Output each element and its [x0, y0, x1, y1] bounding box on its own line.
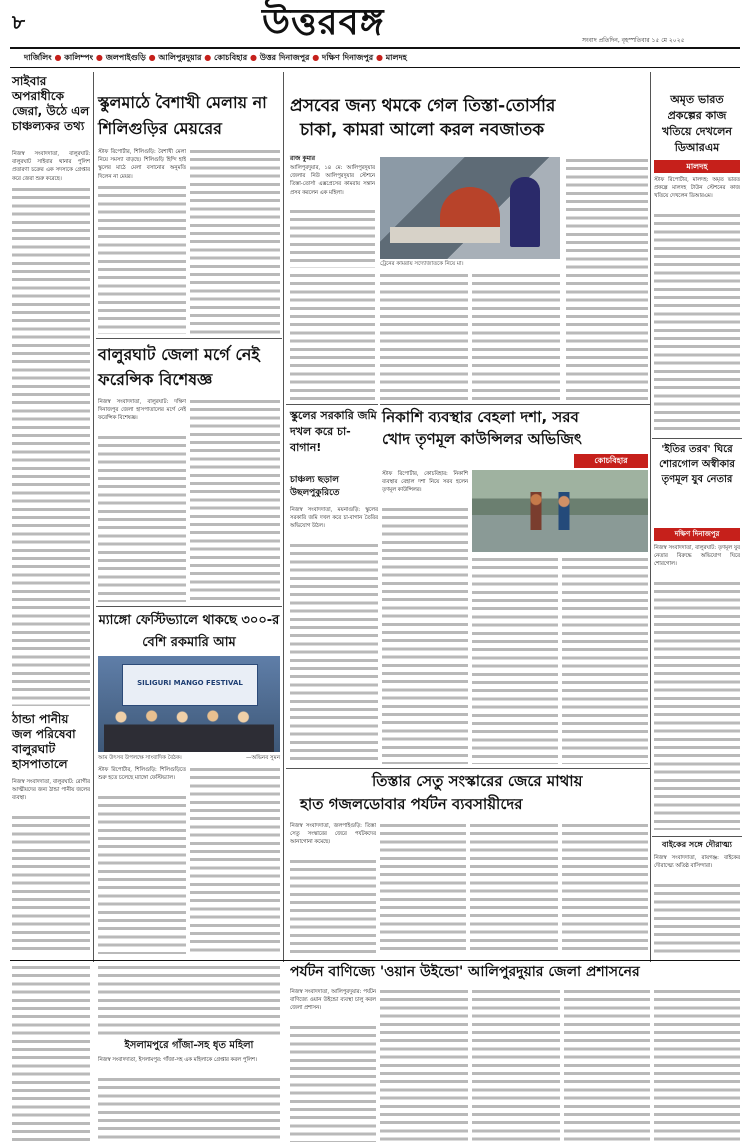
district-alipurduar: আলিপুরদুয়ার — [158, 53, 202, 62]
body-left-bottom — [12, 964, 90, 1142]
festival-banner-text: SILIGURI MANGO FESTIVAL — [137, 679, 243, 687]
lead-amrit: স্টাফ রিপোর্টার, মালদহ: অমৃত ভারত প্রকল্পে মালদহ টাউন স্টেশনের কাজ খতিয়ে দেখলেন ডিআরএম। — [654, 177, 740, 200]
body-teesta-col1 — [290, 858, 376, 954]
lead-mango: স্টাফ রিপোর্টার, শিলিগুড়ি: শিলিগুড়িতে শুরু হতে চলেছে ম্যাঙ্গো ফেস্টিভ্যাল। — [98, 767, 186, 782]
headline-amrit: অমৃত ভারত প্রকল্পের কাজ খতিয়ে দেখলেন ডিআরএম — [661, 93, 732, 154]
district-darjeeling: দার্জিলিং — [24, 53, 52, 62]
lead-tourism: নিজস্ব সংবাদদাতা, আলিপুরদুয়ার: পর্যটন বাণিজ্যে ওয়ান উইন্ডো ব্যবস্থা চালু করল জেলা প্রশাসন। — [290, 989, 376, 1012]
body-mango-col2 — [190, 766, 280, 954]
section-rule — [286, 768, 650, 769]
body-drainage-col2 — [472, 556, 558, 764]
headline-school-land: স্কুলের সরকারি জমি দখল করে চা-বাগান! — [290, 409, 377, 454]
wading-people — [522, 492, 592, 530]
body-cyber — [12, 186, 90, 706]
district-strip: দার্জিলিং ● কালিম্পং ● জলপাইগুড়ি ● আলিপুরদুয়ার ● কোচবিহার ● উত্তর দিনাজপুর ● দক্ষিণ দিনাজপুর ● মালদহ — [24, 53, 407, 62]
section-rule — [286, 404, 378, 405]
district-tag-malda: মালদহ — [654, 160, 740, 173]
lead-school-land: নিজস্ব সংবাদদাতা, ময়নাগুড়ি: স্কুলের সরকারি জমি দখল করে চা-বাগান তৈরির অভিযোগ উঠল। — [290, 507, 378, 530]
body-tourism-col1 — [290, 1024, 376, 1142]
district-malda: মালদহ — [385, 53, 407, 62]
district-coochbehar: কোচবিহার — [214, 53, 248, 62]
body-mango-col1 — [98, 794, 186, 954]
district-uttar-dinajpur: উত্তর দিনাজপুর — [259, 53, 310, 62]
body-drainage-col1 — [382, 506, 468, 764]
mango-photo-credit: —অভিনব সুমন — [246, 755, 280, 761]
body-lead-col3 — [290, 272, 375, 400]
section-rule — [652, 836, 742, 837]
section-rule — [652, 438, 742, 439]
waterlogging-photo — [472, 470, 648, 552]
page-title: উত্তরবঙ্গ — [262, 2, 385, 43]
strip-rule — [10, 67, 740, 68]
lead-drainage: স্টাফ রিপোর্টার, কোচবিহার: নিকাশি ব্যবস্থার বেহাল দশা নিয়ে সরব হলেন তৃণমূল কাউন্সিলর। — [382, 471, 468, 494]
district-kalimpong: কালিম্পং — [64, 53, 94, 62]
body-school-land — [290, 542, 378, 764]
column-divider — [283, 72, 284, 962]
byline-lead: রাজ কুমার — [290, 155, 316, 162]
body-teesta-col4 — [562, 822, 648, 954]
body-forensic-col1 — [98, 434, 186, 602]
body-teesta-col2 — [380, 822, 466, 954]
district-tag-coochbehar: কোচবিহার — [574, 454, 648, 468]
headline-water: ঠান্ডা পানীয় জল পরিষেবা বালুরঘাট হাসপাতালে — [12, 712, 76, 771]
body-lead-col6 — [566, 272, 648, 400]
body-teesta-col3 — [470, 822, 558, 954]
page-number: ৮ — [12, 10, 25, 34]
body-mango-tail — [98, 964, 280, 1036]
headline-lead-line1: প্রসবের জন্য থমকে গেল তিস্তা-তোর্সার — [290, 96, 556, 116]
headline-mango: ম্যাঙ্গো ফেস্টিভ্যালে থাকছে ৩০০-র বেশি রকমারি আম — [98, 613, 280, 650]
headline-teesta-line2: হাত গজলডোবার পর্যটন ব্যবসায়ীদের — [300, 795, 523, 813]
lead-cyber: নিজস্ব সংবাদদাতা, বালুরঘাট: বালুরঘাট সাইবার থানার পুলিশ প্রতারণা চক্রের এক সদস্যকে গ্রেপ্তার করে জেরা শুরু করেছে। — [12, 151, 90, 182]
headline-forensic: বালুরঘাট জেলা মর্গে নেই ফরেন্সিক বিশেষজ্ঞ — [98, 345, 260, 389]
lead-bike: নিজস্ব সংবাদদাতা, রায়গঞ্জ: বাইকের দৌরাত্ম্যে অতিষ্ঠ বাসিন্দারা। — [654, 855, 740, 870]
body-bike — [654, 882, 740, 954]
body-drainage-col3 — [562, 556, 648, 764]
lead-itihar: নিজস্ব সংবাদদাতা, বালুরঘাট: তৃণমূল যুব নেতার বিরুদ্ধে অভিযোগ ঘিরে শোরগোল। — [654, 545, 740, 568]
body-water — [12, 814, 90, 954]
body-itihar — [654, 580, 740, 830]
lead-ganja-first — [290, 772, 370, 792]
festival-banner — [122, 664, 258, 706]
train-birth-photo — [380, 157, 560, 259]
headline-drainage-line2: খোদ তৃণমূল কাউন্সিলর অভিজিৎ — [382, 430, 582, 448]
body-lead-col5 — [472, 272, 560, 400]
headline-teesta-line1: তিস্তার সেতু সংস্কারের জেরে মাথায় — [372, 772, 583, 790]
body-tourism-col5 — [654, 988, 740, 1142]
column-divider — [93, 72, 94, 962]
body-lead-col2 — [566, 157, 648, 269]
headline-itihar: 'ইতির তরব' ঘিরে শোরগোল অস্বীকার তৃণমূল যুব নেতার — [659, 444, 735, 485]
mango-festival-photo — [98, 656, 280, 752]
lead-school: স্টাফ রিপোর্টার, শিলিগুড়ি: বৈশাখী মেলা নিয়ে সমস্যা বাড়ছে। শিলিগুড়ি হিন্দি হাই স্কুলের মাঠে মেলা বসানোর অনুমতি দিলেন না মেয়র। — [98, 149, 186, 180]
subhead-school-land: চাঞ্চল্য ছড়াল উছলপুকুরিতে — [290, 475, 340, 498]
nurse-figure — [510, 177, 540, 247]
mango-photo-caption: আম উৎসব উপলক্ষে সাংবাদিক বৈঠক। — [98, 755, 182, 761]
district-tag-dakshin-dinajpur: দক্ষিণ দিনাজপুর — [654, 528, 740, 541]
masthead-rule — [10, 47, 740, 49]
body-school-col1 — [98, 184, 186, 334]
column-divider — [650, 72, 651, 962]
body-ganja — [98, 1076, 280, 1142]
district-jalpaiguri: জলপাইগুড়ি — [105, 53, 146, 62]
body-lead-col4 — [380, 272, 468, 400]
lead-photo-caption: ট্রেনের কামরায় সদ্যোজাতকে নিয়ে মা। — [380, 261, 464, 267]
body-tourism-col3 — [472, 988, 560, 1142]
bottom-section-rule — [10, 960, 740, 961]
lead-teesta: নিজস্ব সংবাদদাতা, জলপাইগুড়ি: তিস্তা সেতু সংস্কারের জেরে পর্যটকদের আনাগোনা কমেছে। — [290, 823, 376, 846]
section-rule — [96, 606, 282, 607]
headline-cyber: সাইবার অপরাধীকে জেরা, উঠে এল চাঞ্চল্যকর তথ্য — [12, 74, 90, 133]
district-dakshin-dinajpur: দক্ষিণ দিনাজপুর — [322, 53, 374, 62]
dateline: সংবাদ প্রতিদিন, বৃহস্পতিবার ১৫ মে ২০২৫ — [582, 37, 685, 44]
lead-forensic: নিজস্ব সংবাদদাতা, বালুরঘাট: দক্ষিণ দিনাজপুর জেলা হাসপাতালের মর্গে নেই ফরেন্সিক বিশেষজ্ঞ। — [98, 399, 186, 422]
headline-ganja: ইসলামপুরে গাঁজা-সহ ধৃত মহিলা — [124, 1040, 254, 1051]
headline-school: স্কুলমাঠে বৈশাখী মেলায় না শিলিগুড়ির মেয়রের — [98, 93, 267, 138]
headline-tourism: পর্যটন বাণিজ্যে 'ওয়ান উইন্ডো' আলিপুরদুয়ার জেলা প্রশাসনের — [290, 964, 640, 980]
section-rule — [380, 404, 650, 405]
headline-drainage-line1: নিকাশি ব্যবস্থার বেহলা দশা, সরব — [382, 408, 579, 426]
people-group — [104, 702, 274, 752]
headline-bike: বাইকের সঙ্গে দৌরাত্ম্য — [661, 840, 732, 849]
lead-ganja: নিজস্ব সংবাদদাতা, ইসলামপুর: গাঁজা-সহ এক মহিলাকে গ্রেপ্তার করল পুলিশ। — [98, 1057, 257, 1063]
body-lead-col1 — [290, 208, 375, 268]
lead-water: নিজস্ব সংবাদদাতা, বালুরঘাট: রোগীর আত্মীয়দের জন্য ঠান্ডা পানীয় জলের ব্যবস্থা। — [12, 779, 90, 802]
body-tourism-col2 — [380, 988, 468, 1142]
section-rule — [96, 338, 282, 339]
body-school-col2 — [190, 148, 280, 334]
stretcher — [390, 227, 500, 243]
headline-lead-line2: চাকা, কামরা আলো করল নবজাতক — [300, 120, 545, 140]
body-forensic-col2 — [190, 398, 280, 602]
body-amrit — [654, 212, 740, 430]
body-tourism-col4 — [564, 988, 650, 1142]
lead-lead-story: আলিপুরদুয়ার, ১৪ মে: আলিপুরদুয়ার জেলার নিউ আলিপুরদুয়ার স্টেশনে তিস্তা-তোর্সা এক্সপ্রেসের কামরায় সন্তান প্রসব করলেন এক মহিলা। — [290, 165, 375, 196]
